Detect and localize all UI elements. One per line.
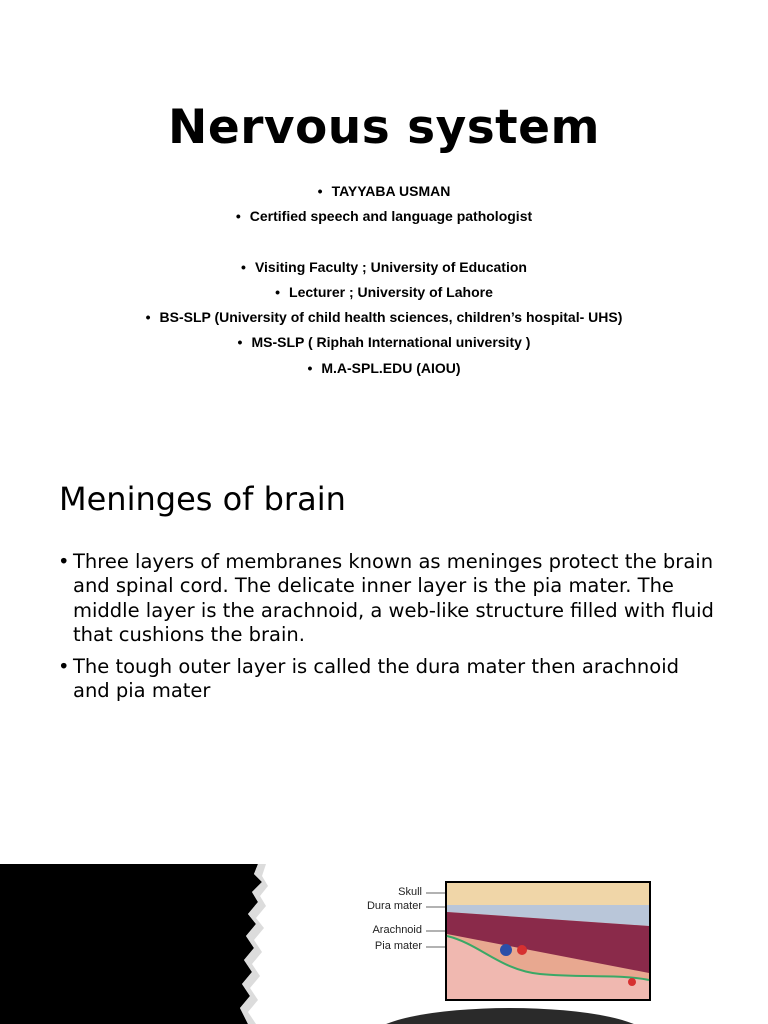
torn-paper-edge (228, 864, 272, 1024)
slide-title (0, 0, 768, 432)
author-credentials-list (0, 181, 768, 383)
credential-item: • Visiting Faculty ; University of Education (0, 257, 768, 282)
meninges-illustration (360, 878, 660, 1024)
credential-item: • BS-SLP (University of child health sciences, children’s hospital- UHS) (0, 307, 768, 332)
meninges-bullet: • Three layers of membranes known as meninges protect the brain and spinal cord. The delicate inner layer is the pia mater. The middle layer is the arachnoid, a web-like structure filled with fluid that cushions the brain. (58, 550, 718, 647)
credential-item: • M.A-SPL.EDU (AIOU) (0, 358, 768, 383)
black-decorative-panel (0, 864, 240, 1024)
meninges-diagram (360, 878, 660, 1024)
credential-item: • TAYYABA USMAN (0, 181, 768, 206)
label-arachnoid: Arachnoid (372, 924, 422, 936)
slide-title-heading: Nervous system (167, 100, 601, 155)
meninges-bullet-list (58, 550, 718, 712)
credential-item: • Certified speech and language pathologist (0, 206, 768, 231)
slide-meninges-diagram (0, 864, 768, 1024)
credential-item: • Lecturer ; University of Lahore (0, 282, 768, 307)
credential-item: • MS-SLP ( Riphah International university ) (0, 332, 768, 357)
slide-meninges-heading: Meninges of brain (59, 480, 346, 518)
label-pia-mater: Pia mater (374, 940, 422, 952)
slide-meninges (0, 432, 768, 864)
meninges-bullet: • The tough outer layer is called the dura mater then arachnoid and pia mater (58, 655, 718, 704)
label-dura-mater: Dura mater (366, 900, 422, 912)
label-skull: Skull (398, 886, 422, 898)
